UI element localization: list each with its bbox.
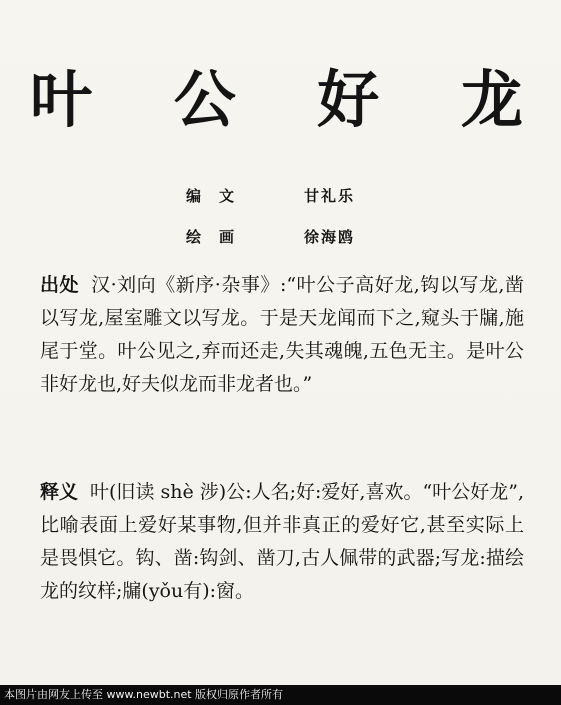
credit-role-illustrator: 绘画 xyxy=(186,228,253,246)
credit-name-writer: 甘礼乐 xyxy=(304,187,356,205)
watermark-footer: 本图片由网友上传至 www.newbt.net 版权归原作者所有 xyxy=(0,685,561,705)
story-title: 叶 公 好 龙 xyxy=(30,63,553,136)
source-text: 汉·刘向《新序·杂事》:“叶公子高好龙,钩以写龙,凿以写龙,屋室雕文以写龙。于是天龙闻而下之,窥头于牖,施尾于堂。叶公见之,弃而还走,失其魂魄,五色无主。是叶公非好龙也,好夫似龙而非龙者也。” xyxy=(40,274,524,395)
credit-role-writer: 编文 xyxy=(186,187,253,205)
credit-name-illustrator: 徐海鸥 xyxy=(304,228,356,246)
source-section xyxy=(40,269,524,401)
credit-illustrator xyxy=(186,227,426,247)
credit-writer xyxy=(186,186,426,206)
meaning-label: 释义 xyxy=(40,481,79,503)
meaning-text: 叶(旧读 shè 涉)公:人名;好:爱好,喜欢。“叶公好龙”,比喻表面上爱好某事物,但并非真正的爱好它,甚至实际上是畏惧它。钩、凿:钩剑、凿刀,古人佩带的武器;写龙:描绘龙的纹样;牖(yǒu有):窗。 xyxy=(40,481,524,602)
source-label: 出处 xyxy=(40,274,80,296)
meaning-section xyxy=(40,476,524,608)
